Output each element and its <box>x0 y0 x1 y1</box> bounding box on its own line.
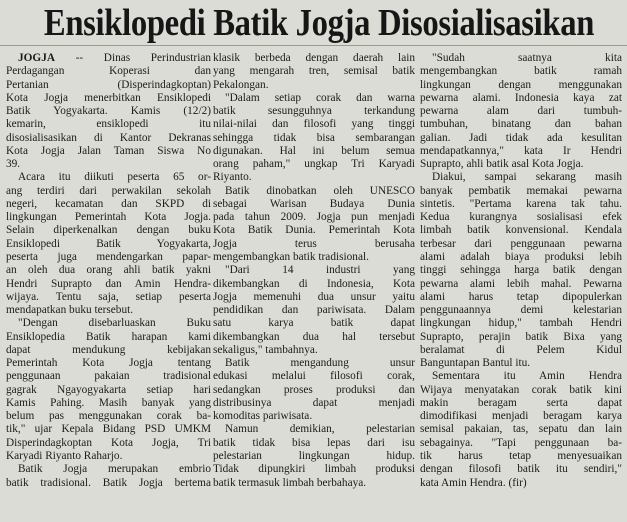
text-line: an oleh dua orang ahli batik yakni <box>6 264 211 277</box>
text-line: Suprapto, perajin batik Bixa yang <box>420 330 622 343</box>
text-line: satu karya batik dapat <box>213 317 415 330</box>
text-line: dikembangkan di Indonesia, Kota <box>213 277 415 290</box>
text-line: sekaligus," tambahnya. <box>213 343 318 356</box>
dateline: JOGJA <box>18 52 56 64</box>
text-line: Selain diperkenalkan dengan buku <box>6 224 211 237</box>
text-line: batik termasuk limbah berbahaya. <box>213 476 367 489</box>
text-line: Sementara itu Amin Hendra <box>432 370 622 383</box>
text-line: tik harus tetap menyesuaikan <box>420 449 622 462</box>
text-line: Karyadi Riyanto Raharjo. <box>6 449 123 462</box>
text-line: digunakan. Hal ini belum semua <box>213 144 415 157</box>
text-line: Kedua kurangnya sosialisasi efek <box>420 211 622 224</box>
text-line: komoditas pariwisata. <box>213 410 313 423</box>
text-line: tinggi sehingga harga batik dengan <box>420 264 622 277</box>
text-line: Tidak dipungkiri limbah produksi <box>213 463 415 476</box>
text-line: "Sudah saatnya kita <box>432 52 622 64</box>
article-column-2 <box>213 52 415 490</box>
text-line: Jogja terus berusaha <box>213 237 415 250</box>
text-line: pewarna alami lebih mahal. Pewarna <box>420 277 622 290</box>
text-line: Pekalongan. <box>213 78 269 91</box>
text-line: batik sesungguhnya terkandung <box>213 105 415 118</box>
text-line: distribusinya dapat menjadi <box>213 396 415 409</box>
text-line: Batik dinobatkan oleh UNESCO <box>225 184 415 197</box>
text-line: gagrak Ngayogyakarta setiap hari <box>6 383 211 396</box>
text-line: "Dari 14 industri yang <box>225 264 415 277</box>
text-line: Kamis Pahing. Masih banyak yang <box>6 396 211 409</box>
text-line: Batik Yogyakarta. Kamis (12/2) <box>6 105 211 118</box>
text-line: belum pas menggunakan corak ba- <box>6 410 211 423</box>
text-line: tumbuhan, binatang dan bahan <box>420 118 622 131</box>
text-line: batik tradisional. Batik Jogja bertema <box>6 476 211 489</box>
text-line: terbesar dari penggunaan pewarna <box>420 237 622 250</box>
text-line: "Dengan disebarluaskan Buku <box>18 317 211 330</box>
text-line: lingkungan dengan menggunakan <box>420 78 622 91</box>
text-line: pewarna alami. Indonesia kaya zat <box>420 91 622 104</box>
article-column-1 <box>6 52 211 490</box>
text-line: pewarna alam dari tumbuh- <box>420 105 622 118</box>
text-line: mendapatkannya," kata Ir Hendri <box>420 144 622 157</box>
text-line: sintetis. "Pertama karena tak tahu. <box>420 197 622 210</box>
text-line: ang terdiri dari perwakilan sekolah <box>6 184 211 197</box>
text-line: Pemerintah Kota Jogja tentang <box>6 357 211 370</box>
text-line: yang mengarah tren, semisal batik <box>213 65 415 78</box>
text-line: Diakui, sampai sekarang masih <box>432 171 622 184</box>
text-line: Kota Jogja Jalan Taman Siswa No <box>6 144 211 157</box>
text-line: pada tahun 2009. Jogja pun menjadi <box>213 211 415 224</box>
text-line: Batik mengandung unsur <box>225 357 415 370</box>
text-line: Ensiklopedia Batik harapan kami <box>6 330 211 343</box>
text-line: edukasi melalui filosofi corak, <box>213 370 415 383</box>
text-line: Riyanto. <box>213 171 252 184</box>
text-line: JOGJA -- Dinas Perindustrian <box>18 52 211 64</box>
text-line: sedangkan proses produksi dan <box>213 383 415 396</box>
text-line: Jogja memenuhi dua unsur yaitu <box>213 290 415 303</box>
text-line: wijaya. Tentu saja, setiap peserta <box>6 290 211 303</box>
text-line: nilai-nilai dan filosofi yang tinggi <box>213 118 415 131</box>
text-line: klasik berbeda dengan daerah lain <box>213 52 415 64</box>
text-line: kemarin, ensiklopedi itu <box>6 118 211 131</box>
text-line: kata Amin Hendra. (fir) <box>420 476 527 489</box>
text-line: alami harus tetap dipopulerkan <box>420 290 622 303</box>
text-line: Wijaya menyatakan corak batik kini <box>420 383 622 396</box>
text-line: semisal pakaian, tas, sepatu dan lain <box>420 423 622 436</box>
text-line: Disperindagkoptan Kota Jogja, Tri <box>6 436 211 449</box>
text-line: mengembangkan batik tradisional. <box>213 250 369 263</box>
text-line: peserta juga mendengarkan papar- <box>6 250 211 263</box>
text-line: pendidikan dan pariwisata. Dalam <box>213 304 415 317</box>
text-line: alami adalah biaya produksi lebih <box>420 250 622 263</box>
text-line: beralamat di Pelem Kidul <box>420 343 622 356</box>
text-line: Namun demikian, pelestarian <box>225 423 415 436</box>
text-line: penggunaannya demi kelestarian <box>420 304 622 317</box>
text-line: negeri, kecamatan dan SKPD di <box>6 197 211 210</box>
text-line: batik tidak bisa lepas dari isu <box>213 436 415 449</box>
text-line: orang paham," ungkap Tri Karyadi <box>213 158 415 171</box>
text-line: lingkungan Pemerintah Kota Jogja. <box>6 211 211 224</box>
text-line: lingkungan hidup," tambah Hendri <box>420 317 622 330</box>
text-line: Kota Batik Dunia. Pemerintah Kota <box>213 224 415 237</box>
text-line: dikembangkan dua hal tersebut <box>213 330 415 343</box>
text-line: Batik Jogja merupakan embrio <box>18 463 211 476</box>
text-line: Acara itu diikuti peserta 65 or- <box>18 171 211 184</box>
text-line: disosialisasikan di Kantor Dekranas <box>6 131 211 144</box>
text-line: dimodifikasi menjadi beragam karya <box>420 410 622 423</box>
text-line: limbah batik konvensional. Kendala <box>420 224 622 237</box>
text-line: mengembangkan batik ramah <box>420 65 622 78</box>
headline-rule <box>0 45 627 46</box>
text-line: sehingga tidak bisa sembarangan <box>213 131 415 144</box>
text-line: Banguntapan Bantul itu. <box>420 357 531 370</box>
text-line: Kota Jogja menerbitkan Ensiklopedi <box>6 91 211 104</box>
text-line: "Dalam setiap corak dan warna <box>225 91 415 104</box>
article-column-3 <box>420 52 622 490</box>
text-line: dengan filosofi batik itu sendiri," <box>420 463 622 476</box>
text-line: 39. <box>6 158 21 171</box>
text-line: Pertanian (Disperindagkoptan) <box>6 78 211 91</box>
text-line: Perdagangan Koperasi dan <box>6 65 211 78</box>
text-line: pelestarian lingkungan hidup. <box>213 449 415 462</box>
text-line: dapat mendukung kebijakan <box>6 343 211 356</box>
text-line: mendapatkan buku tersebut. <box>6 304 134 317</box>
text-line: galian. Jadi tidak ada kesulitan <box>420 131 622 144</box>
headline: Ensiklopedi Batik Jogja Disosialisasikan <box>43 2 595 44</box>
text-line: makin beragam serta dapat <box>420 396 622 409</box>
text-line: banyak pembatik memakai pewarna <box>420 184 622 197</box>
text-line: sebagai Warisan Budaya Dunia <box>213 197 415 210</box>
text-line: Suprapto, ahli batik asal Kota Jogja. <box>420 158 584 171</box>
text-line: Hendri Suprapto dan Amin Hendra- <box>6 277 211 290</box>
text-line: penggunaan pakaian tradisional <box>6 370 211 383</box>
text-line: sebagainya. "Tapi penggunaan ba- <box>420 436 622 449</box>
text-line: tik," ujar Kepala Bidang PSD UMKM <box>6 423 211 436</box>
text-line: Ensiklopedi Batik Yogyakarta, <box>6 237 211 250</box>
